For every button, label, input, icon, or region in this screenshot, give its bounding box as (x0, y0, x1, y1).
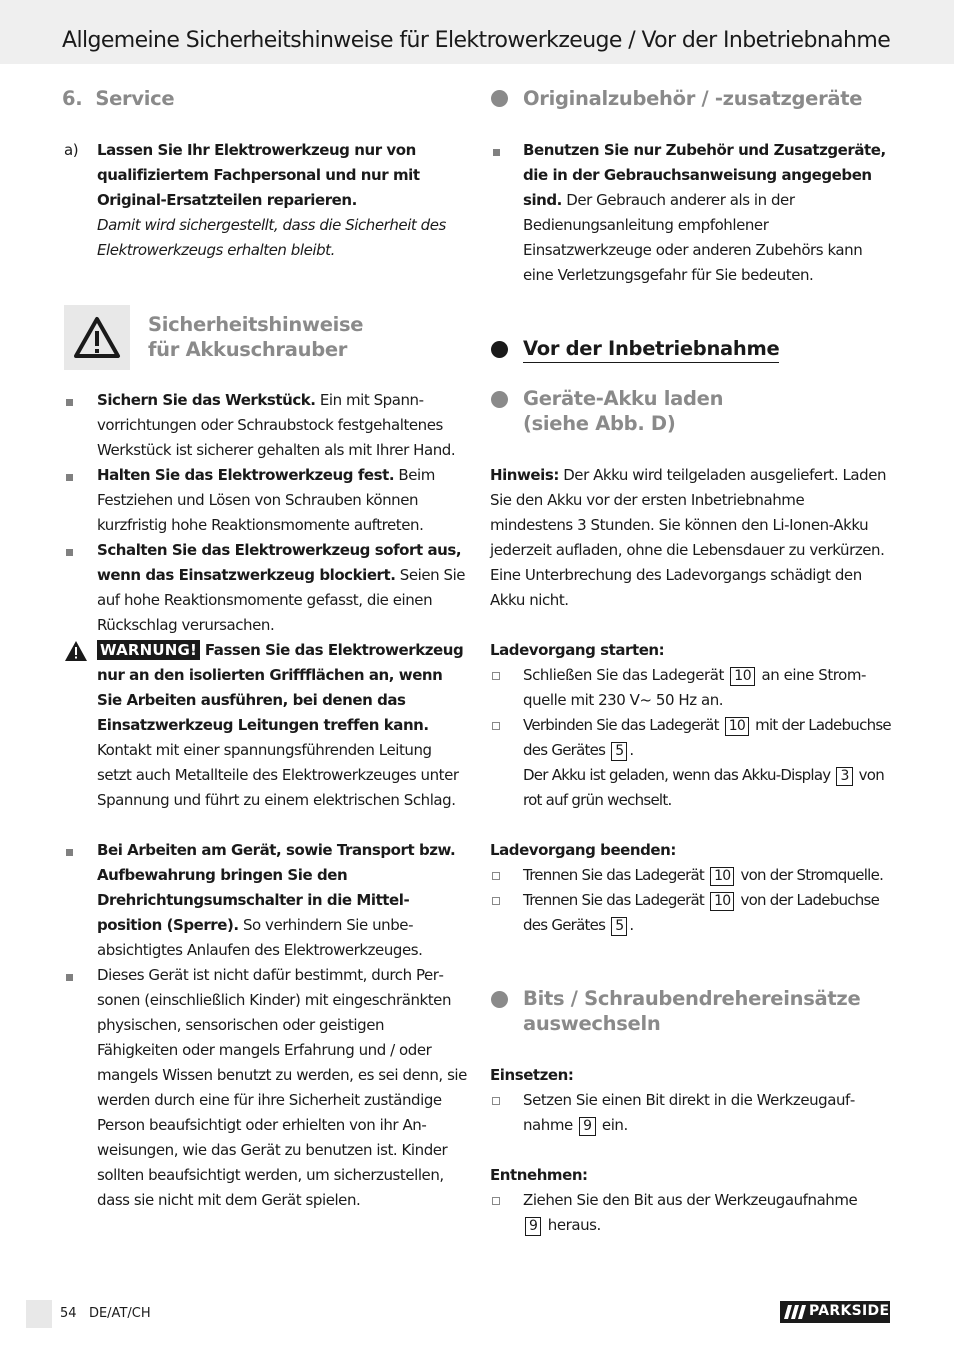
logo-text: PARKSIDE (809, 1303, 890, 1319)
zubehoer-text: Der Gebrauch anderer als in der Bedienungsanleitung empfohlener Einsatzwerkzeuge oder anderen Zubehörs kann eine Verletzungsgefahr für Sie bedeuten. (523, 191, 863, 284)
akku-item-2-text: Beim Festziehen und Lösen von Schrauben können kurzfristig hohe Reaktionsmomente auftreten. (97, 466, 435, 534)
bullet-hollow (492, 672, 500, 680)
step-text: Der Akku ist geladen, wenn das Akku-Display (523, 766, 831, 784)
warning-small-icon (64, 640, 88, 662)
akku-item-1 (97, 388, 467, 463)
bullet-dot (491, 341, 508, 358)
ref-number: 5 (611, 742, 627, 761)
ref-number: 10 (710, 867, 734, 886)
ref-number: 9 (525, 1217, 541, 1236)
akku-warning (97, 638, 467, 813)
zubehoer-bold: Benutzen Sie nur Zubehör und Zusatzgeräte, die in der Gebrauchsanweisung angegeben sind. (523, 141, 886, 209)
akku-item-2 (97, 463, 467, 538)
step-text: an eine Stromquelle mit 230 V~ 50 Hz an. (523, 666, 867, 709)
logo-stripes-icon (782, 1301, 810, 1323)
step-text: Schließen Sie das Ladegerät (523, 666, 724, 684)
laden-heading-line1: Geräte-Akku laden (523, 387, 724, 410)
hinweis-text: Der Akku wird teilgeladen ausgeliefert. Laden Sie den Akku vor der ersten Inbetriebnahme mindestens 3 Stunden. Sie können den Li-Ionen-Akku jederzeit aufladen, ohne die Lebensdauer zu verkürzen. Eine Unterbrechung des Ladevorgangs schädigt den Akku nicht. (490, 466, 887, 609)
akku-item-3-text: Seien Sie auf hohe Reaktionsmomente gefasst, die einen Rückschlag verursachen. (97, 566, 466, 634)
ref-number: 10 (725, 717, 749, 736)
service-heading: 6. Service (62, 87, 175, 110)
bits-heading (523, 986, 860, 1036)
akku-item-3-bold: Schalten Sie das Elektrowerkzeug sofort aus, wenn das Einsatzwerkzeug blockiert. (97, 541, 462, 584)
laden-heading (523, 386, 723, 436)
ref-number: 10 (710, 892, 734, 911)
einsetzen-heading: Einsetzen: (490, 1066, 574, 1084)
step-text: Verbinden Sie das Ladegerät (523, 716, 719, 734)
bits-heading-line1: Bits / Schraubendrehereinsätze (523, 987, 861, 1010)
ref-number: 5 (611, 917, 627, 936)
inbetrieb-heading: Vor der Inbetriebnahme (523, 336, 779, 363)
step-text: mit der Ladebuchse des Gerätes (523, 716, 891, 759)
end-heading: Ladevorgang beenden: (490, 841, 676, 859)
warning-text: Kontakt mit einer spannungsführenden Leitung setzt auch Metallteile des Elektrowerkzeuges unter Spannung und führt zu einem elektrischen Schlag. (97, 741, 459, 809)
bullet-square (66, 849, 73, 856)
step-text: ein. (601, 1116, 628, 1134)
item-a-label: a) (64, 141, 79, 159)
akku-item-4-text: So verhindern Sie unbeabsichtigtes Anlaufen des Elektrowerkzeuges. (97, 916, 423, 959)
bits-heading-line2: auswechseln (523, 1012, 661, 1035)
start-step-3 (523, 763, 891, 813)
footer-info (60, 1306, 151, 1321)
hinweis-bold: Hinweis: (490, 466, 559, 484)
step-text: von der Ladebuchse des Gerätes (523, 891, 880, 934)
warning-triangle-icon (64, 305, 130, 370)
akku-item-3 (97, 538, 467, 638)
bullet-hollow (492, 897, 500, 905)
warning-label: WARNUNG! (97, 640, 200, 660)
akku-item-1-bold: Sichern Sie das Werkstück. (97, 391, 316, 409)
parkside-logo (780, 1301, 890, 1323)
ref-number: 3 (836, 767, 852, 786)
step-text: Trennen Sie das Ladegerät (523, 891, 705, 909)
bullet-hollow (492, 1097, 500, 1105)
bullet-square (66, 399, 73, 406)
entnehmen-heading: Entnehmen: (490, 1166, 588, 1184)
akku-heading (148, 312, 363, 362)
warning-box (64, 305, 130, 370)
end-step-2 (523, 888, 891, 938)
step-text: Setzen Sie einen Bit direkt in die Werkzeugaufnahme (523, 1091, 856, 1134)
akku-item-4 (97, 838, 467, 963)
step-text: . (629, 741, 634, 759)
bullet-dot (491, 391, 508, 408)
step-text: Ziehen Sie den Bit aus der Werkzeugaufnahme (523, 1191, 858, 1209)
bullet-hollow (492, 722, 500, 730)
step-text: Trennen Sie das Ladegerät (523, 866, 705, 884)
akku-item-2-bold: Halten Sie das Elektrowerkzeug fest. (97, 466, 395, 484)
step-text: von der Stromquelle. (740, 866, 884, 884)
entnehmen-step (523, 1188, 863, 1238)
bullet-square (66, 474, 73, 481)
zubehoer-item (523, 138, 891, 288)
service-item-a (97, 138, 467, 263)
einsetzen-step (523, 1088, 891, 1138)
akku-heading-line1: Sicherheitshinweise (148, 313, 364, 336)
warning-bold: Fassen Sie das Elektrowerkzeug nur an den isolierten Griffflächen an, wenn Sie Arbeiten ausführen, bei denen das Einsatzwerkzeug Leitungen treffen kann. (97, 641, 464, 734)
laden-heading-line2: (siehe Abb. D) (523, 412, 676, 435)
bullet-square (66, 974, 73, 981)
start-heading: Ladevorgang starten: (490, 641, 665, 659)
bullet-hollow (492, 872, 500, 880)
step-text: heraus. (547, 1216, 601, 1234)
hinweis (490, 463, 890, 613)
bullet-dot (491, 991, 508, 1008)
bullet-hollow (492, 1197, 500, 1205)
ref-number: 10 (730, 667, 755, 686)
page-number: 54 (60, 1306, 77, 1321)
bullet-square (66, 549, 73, 556)
bullet-dot (491, 90, 508, 107)
zubehoer-heading: Originalzubehör / -zusatzgeräte (523, 87, 863, 110)
region-code: DE/AT/CH (88, 1306, 151, 1321)
ref-number: 9 (579, 1117, 595, 1136)
start-step-1 (523, 663, 891, 713)
page-title: Allgemeine Sicherheitshinweise für Elektrowerkzeuge / Vor der Inbetriebnahme (62, 28, 891, 53)
bullet-square (493, 149, 500, 156)
step-text: von rot auf grün wechselt. (523, 766, 884, 809)
end-step-1 (523, 863, 891, 888)
akku-item-5: Dieses Gerät ist nicht dafür bestimmt, durch Personen (einschließlich Kinder) mit eingeschränkten physischen, sensorischen oder geistigen Fähigkeiten oder mangels Erfahrung und / oder mangels Wissen benutzt zu werden, es sei denn, sie werden durch eine für ihre Sicherheit zuständige Person beaufsichtigt oder erhielten von ihr Anweisungen, wie das Gerät zu benutzen ist. Kinder sollten beaufsichtigt werden, um sicherzustellen, dass sie nicht mit dem Gerät spielen. (97, 966, 467, 1209)
service-item-a-bold: Lassen Sie Ihr Elektrowerkzeug nur von qualifiziertem Fachpersonal und nur mit Original-Ersatzteilen reparieren. (97, 141, 420, 209)
akku-item-1-text: Ein mit Spannvorrichtungen oder Schraubstock festgehaltenes Werkstück ist sicherer gehalten als mit Ihrer Hand. (97, 391, 456, 459)
footer-tab (26, 1300, 52, 1328)
start-step-2 (523, 713, 891, 763)
service-item-a-italic: Damit wird sichergestellt, dass die Sicherheit des Elektrowerkzeugs erhalten bleibt. (97, 216, 446, 259)
akku-heading-line2: für Akkuschrauber (148, 338, 348, 361)
step-text: . (629, 916, 634, 934)
akku-item-4-bold: Bei Arbeiten am Gerät, sowie Transport bzw. Aufbewahrung bringen Sie den Drehrichtungsumschalter in die Mittelposition (Sperre). (97, 841, 456, 934)
